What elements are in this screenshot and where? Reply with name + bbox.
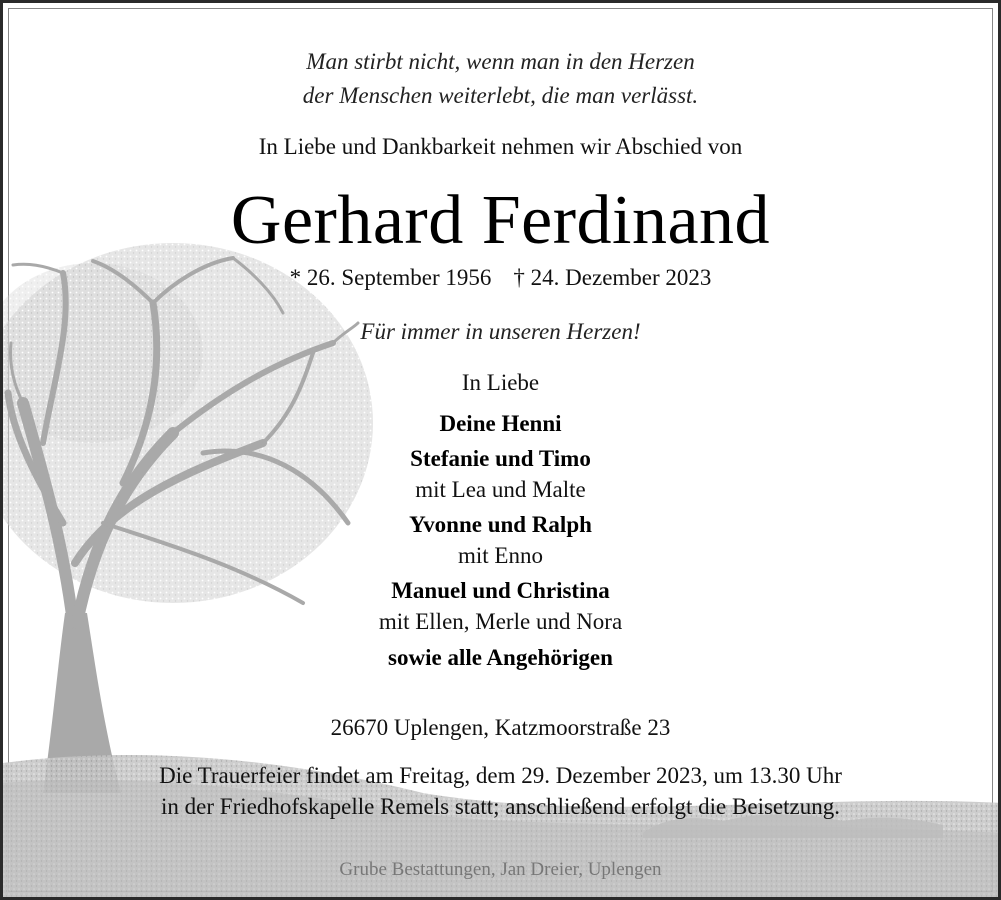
mourner-line: mit Enno bbox=[458, 543, 543, 568]
funeral-home: Grube Bestattungen, Jan Dreier, Uplengen bbox=[339, 859, 662, 880]
mourner-line: Yvonne und Ralph bbox=[409, 512, 592, 537]
ceremony-line-2: in der Friedhofskapelle Remels statt; anschließend erfolgt die Beisetzung. bbox=[161, 794, 840, 819]
subtitle: Für immer in unseren Herzen! bbox=[360, 319, 641, 344]
intro-text: In Liebe und Dankbarkeit nehmen wir Abschied von bbox=[258, 134, 743, 159]
mourner-line: sowie alle Angehörigen bbox=[388, 645, 613, 670]
mourner-line: Deine Henni bbox=[439, 411, 562, 436]
life-dates bbox=[3, 265, 998, 291]
address: 26670 Uplengen, Katzmoorstraße 23 bbox=[330, 715, 671, 740]
ceremony-line-1: Die Trauerfeier findet am Freitag, dem 29. Dezember 2023, um 13.30 Uhr bbox=[159, 763, 842, 788]
mourner-line: mit Ellen, Merle und Nora bbox=[378, 609, 623, 634]
mourner-line: mit Lea und Malte bbox=[415, 477, 586, 502]
in-love-label: In Liebe bbox=[461, 370, 540, 395]
birth-date: * 26. September 1956 bbox=[289, 265, 492, 290]
death-date: † 24. Dezember 2023 bbox=[513, 265, 712, 290]
motto-line-1: Man stirbt nicht, wenn man in den Herzen bbox=[306, 49, 695, 74]
mourner-line: Stefanie und Timo bbox=[410, 446, 591, 471]
deceased-name: Gerhard Ferdinand bbox=[230, 182, 771, 259]
mourner-line: Manuel und Christina bbox=[391, 578, 610, 603]
motto-line-2: der Menschen weiterlebt, die man verlässt. bbox=[302, 83, 699, 108]
